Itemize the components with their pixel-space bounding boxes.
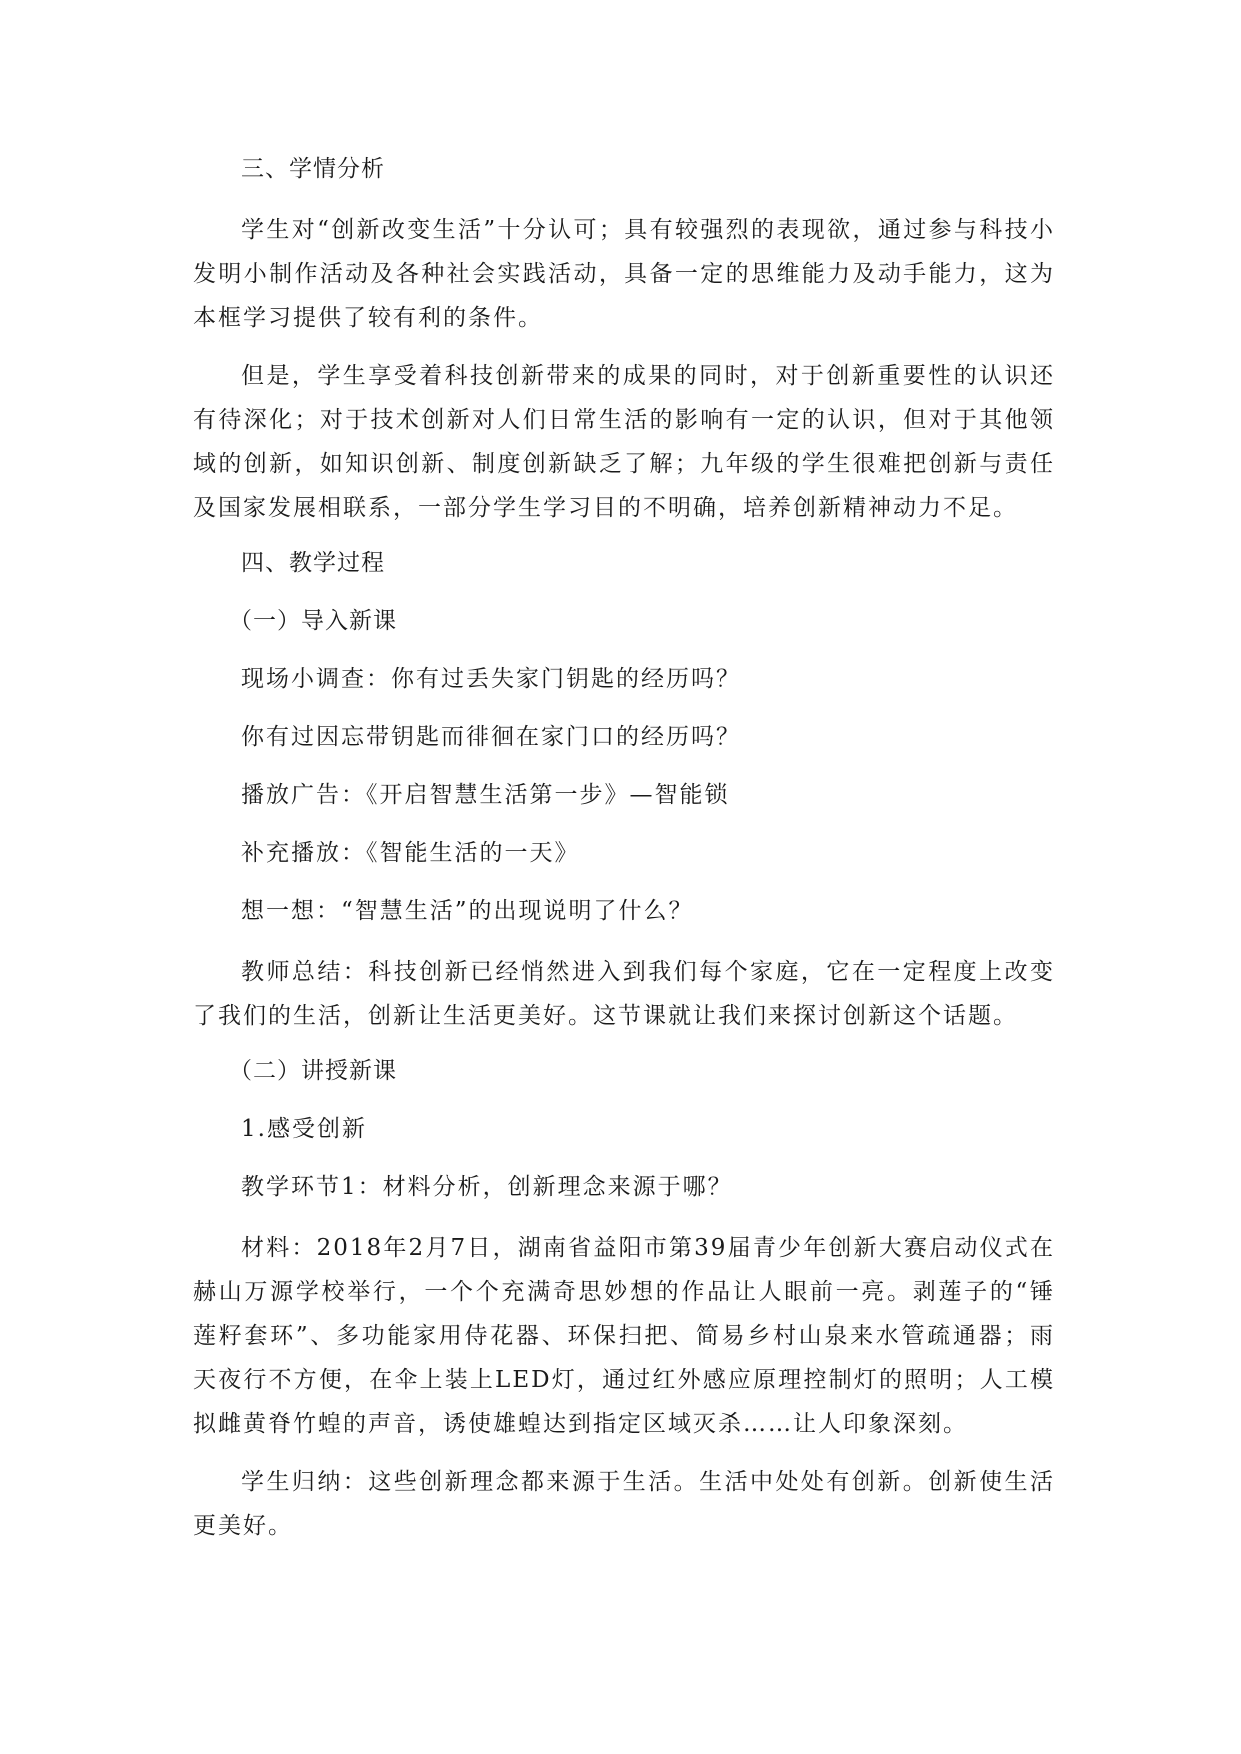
survey-question-2: 你有过因忘带钥匙而徘徊在家门口的经历吗？ <box>241 724 741 750</box>
survey-question-1: 现场小调查：你有过丢失家门钥匙的经历吗？ <box>241 666 741 692</box>
part2-title: （二）讲授新课 <box>229 1058 397 1084</box>
teaching-step-1: 教学环节1：材料分析，创新理念来源于哪？ <box>241 1174 733 1200</box>
part1-title: （一）导入新课 <box>229 608 397 634</box>
play-ad-line: 播放广告：《开启智慧生活第一步》—智能锁 <box>241 782 730 808</box>
section3-title: 三、学情分析 <box>241 156 385 182</box>
material-paragraph: 材料：2018年2月7日，湖南省益阳市第39届青少年创新大赛启动仪式在赫山万源学校举行，一个个充满奇思妙想的作品让人眼前一亮。剥莲子的“锤莲籽套环”、多功能家用侍花器、环保扫把、简易乡村山泉来水管疏通器；雨天夜行不方便，在伞上装上LED灯，通过红外感应原理控制灯的照明；人工模拟雌黄脊竹蝗的声音，诱使雄蝗达到指定区域灭杀……让人印象深刻。 <box>193 1235 1055 1437</box>
section3-paragraph-1: 学生对“创新改变生活”十分认可；具有较强烈的表现欲，通过参与科技小发明小制作活动及各种社会实践活动，具备一定的思维能力及动手能力，这为本框学习提供了较有利的条件。 <box>193 217 1055 331</box>
document-page <box>193 150 1055 1562</box>
play-extra-line: 补充播放：《智能生活的一天》 <box>241 840 580 866</box>
student-conclusion: 学生归纳：这些创新理念都来源于生活。生活中处处有创新。创新使生活更美好。 <box>193 1469 1055 1539</box>
section4-title: 四、教学过程 <box>241 550 385 576</box>
section3-paragraph-2: 但是，学生享受着科技创新带来的成果的同时，对于创新重要性的认识还有待深化；对于技术创新对人们日常生活的影响有一定的认识，但对于其他领域的创新，如知识创新、制度创新缺乏了解；九年级的学生很难把创新与责任及国家发展相联系，一部分学生学习目的不明确，培养创新精神动力不足。 <box>193 363 1055 521</box>
teacher-summary: 教师总结：科技创新已经悄然进入到我们每个家庭，它在一定程度上改变了我们的生活，创新让生活更美好。这节课就让我们来探讨创新这个话题。 <box>193 959 1055 1029</box>
think-question: 想一想：“智慧生活”的出现说明了什么？ <box>241 898 694 924</box>
item1-title: 1.感受创新 <box>241 1116 367 1142</box>
